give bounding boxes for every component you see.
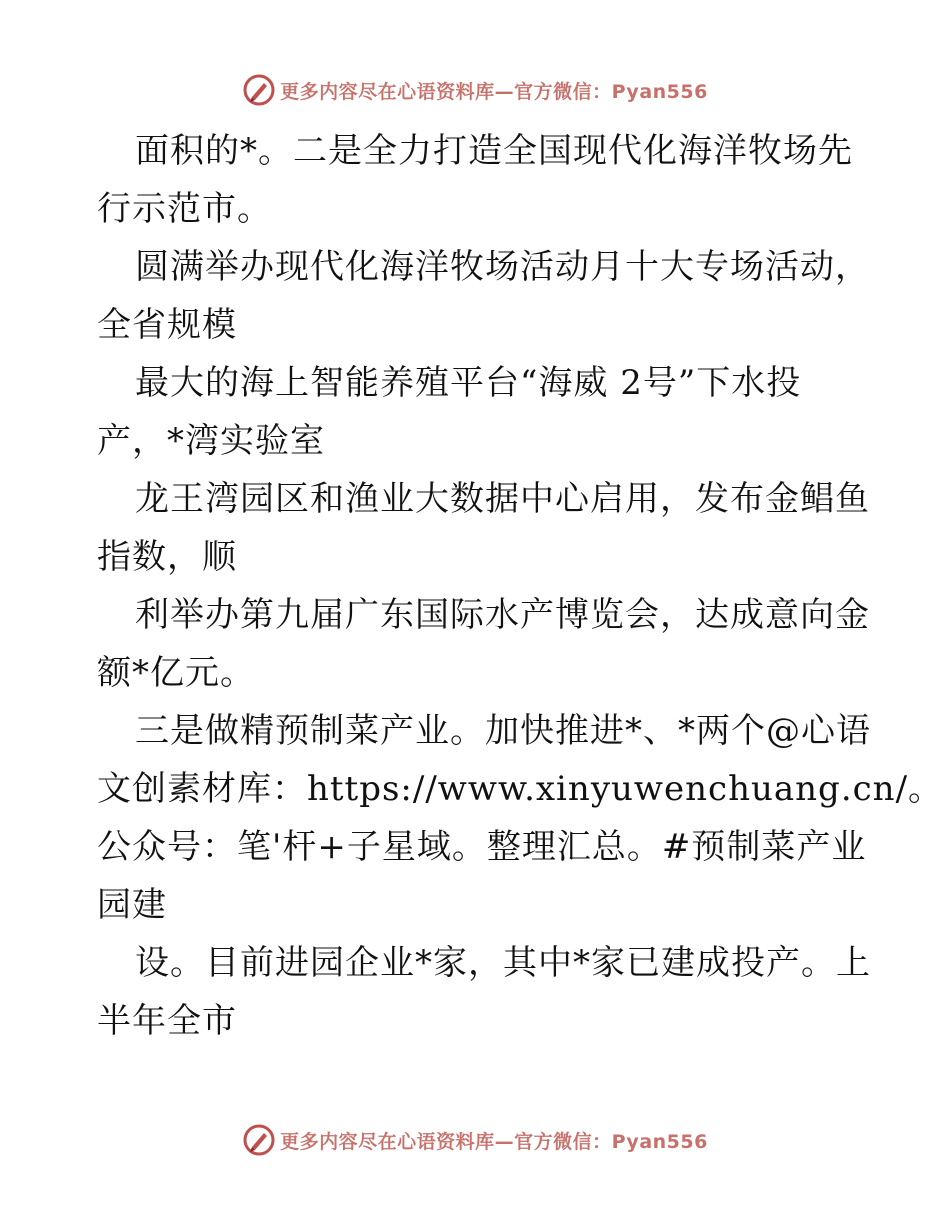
- text-line: 龙王湾园区和渔业大数据中心启用，发布金鲳鱼: [135, 479, 870, 519]
- footer-banner: [0, 1120, 950, 1160]
- text-line: 最大的海上智能养殖平台“海威 2号”下水投: [135, 363, 802, 403]
- document-body: [97, 122, 944, 1050]
- text-line: 文创素材库：https://www.xinyuwenchuang.cn/。: [97, 769, 944, 809]
- text-line: 行示范市。: [97, 189, 272, 229]
- header-site-text: 更多内容尽在心语资料库—官方微信：Pyan556: [280, 80, 708, 103]
- text-line: 额*亿元。: [97, 653, 255, 693]
- text-line: 三是做精预制菜产业。加快推进*、*两个@心语: [135, 711, 871, 751]
- text-line: 指数，顺: [97, 537, 237, 577]
- text-line: 利举办第九届广东国际水产博览会，达成意向金: [135, 595, 870, 635]
- pen-logo-icon: [242, 1123, 276, 1157]
- text-line: 半年全市: [97, 1001, 237, 1041]
- footer-site-text: 更多内容尽在心语资料库—官方微信：Pyan556: [280, 1130, 708, 1153]
- header-banner: [0, 70, 950, 110]
- text-line: 公众号：笔'杆+子星域。整理汇总。#预制菜产业: [97, 827, 867, 867]
- text-line: 产，*湾实验室: [97, 421, 325, 461]
- text-line: 全省规模: [97, 305, 237, 345]
- text-line: 面积的*。二是全力打造全国现代化海洋牧场先: [135, 131, 853, 171]
- text-line: 园建: [97, 885, 167, 925]
- pen-logo-icon: [242, 73, 276, 107]
- text-line: 设。目前进园企业*家，其中*家已建成投产。上: [135, 943, 871, 983]
- text-line: 圆满举办现代化海洋牧场活动月十大专场活动，: [135, 247, 870, 287]
